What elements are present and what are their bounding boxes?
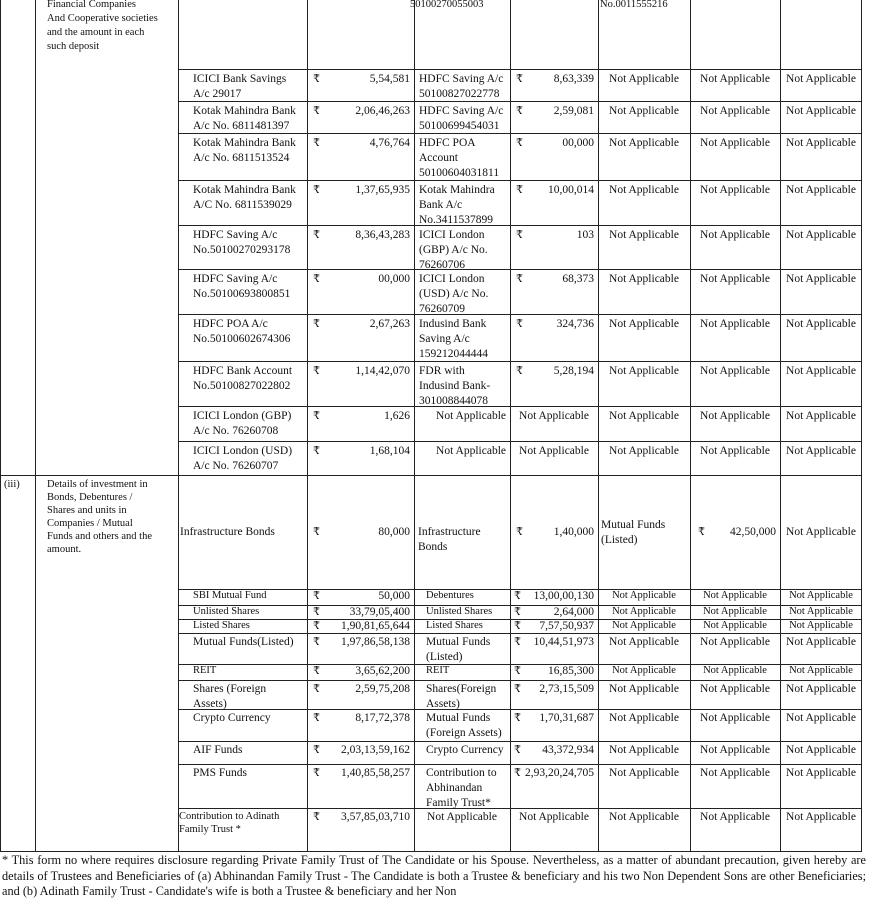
inv-dep1-na: Not Applicable xyxy=(703,606,767,617)
rupee-symbol: ₹ xyxy=(313,665,320,677)
deposit-dep1-na: Not Applicable xyxy=(700,229,770,241)
deposit-self-account: HDFC Saving A/c No.50100693800851 xyxy=(193,273,291,300)
deposit-self-account: Kotak Mahindra Bank A/c No. 6811481397 xyxy=(193,105,296,132)
deposit-spouse-account: HDFC Saving A/c 50100699454031 xyxy=(419,105,504,132)
deposit-spouse-account: FDR with Indusind Bank- 301008844078 xyxy=(419,365,491,407)
table-rule xyxy=(0,475,1,851)
inv-self-amount: 2,59,75,208 xyxy=(355,683,410,695)
rupee-symbol: ₹ xyxy=(313,767,320,779)
deposit-self-amount: 2,67,263 xyxy=(369,318,410,330)
rupee-symbol: ₹ xyxy=(313,184,320,196)
section-number: (iii) xyxy=(4,479,20,490)
inv-self-type: Crypto Currency xyxy=(193,712,271,724)
table-rule xyxy=(35,0,36,851)
table-rule xyxy=(178,180,862,181)
rupee-symbol: ₹ xyxy=(313,410,320,422)
rupee-symbol: ₹ xyxy=(698,526,705,538)
inv-huf-na: Not Applicable xyxy=(612,665,676,676)
inv-spouse-amount: 43,372,934 xyxy=(542,744,594,756)
inv-c4-na: Not Applicable xyxy=(519,811,589,823)
inv-dep1-na: Not Applicable xyxy=(700,636,770,648)
inv-huf-na: Not Applicable xyxy=(609,712,679,724)
deposit-spouse-amount: 10,00,014 xyxy=(548,184,594,196)
inv-huf-na: Not Applicable xyxy=(612,606,676,617)
inv-dep2-na: Not Applicable xyxy=(789,665,853,676)
deposit-huf-na: Not Applicable xyxy=(609,273,679,285)
rupee-symbol: ₹ xyxy=(313,811,320,823)
deposit-self-amount: 8,36,43,283 xyxy=(355,229,410,241)
deposit-dep2-na: Not Applicable xyxy=(786,137,856,149)
inv-self-amount: 3,57,85,03,710 xyxy=(341,811,410,823)
deposit-huf-na: Not Applicable xyxy=(609,445,679,457)
deposit-huf-na: Not Applicable xyxy=(609,410,679,422)
rupee-symbol: ₹ xyxy=(313,273,320,285)
inv-dep1-na: Not Applicable xyxy=(703,590,767,601)
rupee-symbol: ₹ xyxy=(516,365,523,377)
deposit-spouse-account: ICICI London (USD) A/c No. 76260709 xyxy=(419,273,489,315)
rupee-symbol: ₹ xyxy=(514,665,521,677)
deposit-spouse-na: Not Applicable xyxy=(436,410,506,422)
deposit-dep2-na: Not Applicable xyxy=(786,365,856,377)
table-rule xyxy=(414,0,415,851)
rupee-symbol: ₹ xyxy=(514,620,521,632)
inv-self-type: REIT xyxy=(193,665,217,676)
deposit-self-account: ICICI Bank Savings A/c 29017 xyxy=(193,73,287,100)
table-rule xyxy=(178,269,862,270)
deposit-huf-na: Not Applicable xyxy=(609,184,679,196)
deposit-dep1-na: Not Applicable xyxy=(700,184,770,196)
rupee-symbol: ₹ xyxy=(313,318,320,330)
deposit-c4-na: Not Applicable xyxy=(519,445,589,457)
deposit-dep1-na: Not Applicable xyxy=(700,273,770,285)
table-rule xyxy=(0,475,862,476)
deposit-dep1-na: Not Applicable xyxy=(700,410,770,422)
inv-dep1-na: Not Applicable xyxy=(703,620,767,631)
deposit-dep2-na: Not Applicable xyxy=(786,229,856,241)
inv-huf-amount: 42,50,000 xyxy=(730,526,776,538)
deposit-self-amount: 2,06,46,263 xyxy=(355,105,410,117)
inv-huf-na: Not Applicable xyxy=(609,767,679,779)
table-rule xyxy=(307,0,308,851)
table-rule xyxy=(0,851,862,852)
deposit-self-amount: 1,37,65,935 xyxy=(355,184,410,196)
table-rule xyxy=(178,441,862,442)
rupee-symbol: ₹ xyxy=(516,526,523,538)
inv-spouse-amount: 13,00,00,130 xyxy=(533,590,594,602)
rupee-symbol: ₹ xyxy=(313,590,320,602)
inv-dep1-na: Not Applicable xyxy=(700,767,770,779)
inv-self-amount: 33,79,05,400 xyxy=(349,606,410,618)
table-rule xyxy=(178,361,862,362)
deposit-spouse-account: ICICI London (GBP) A/c No. 76260706 xyxy=(419,229,488,271)
rupee-symbol: ₹ xyxy=(313,445,320,457)
deposit-huf-na: Not Applicable xyxy=(609,105,679,117)
deposit-huf-na: Not Applicable xyxy=(609,229,679,241)
table-rule xyxy=(690,0,691,851)
table-rule xyxy=(0,0,1,475)
rupee-symbol: ₹ xyxy=(514,590,521,602)
huf-account-cont: No.0011555216 xyxy=(600,0,668,10)
inv-spouse-amount: 2,93,20,24,705 xyxy=(525,767,594,779)
table-rule xyxy=(178,680,862,681)
inv-dep2-na: Not Applicable xyxy=(786,636,856,648)
inv-dep2-na: Not Applicable xyxy=(786,767,856,779)
inv-self-amount: 1,97,86,58,138 xyxy=(341,636,410,648)
inv-spouse-amount: 16,85,300 xyxy=(548,665,594,677)
inv-self-amount: 80,000 xyxy=(378,526,410,538)
table-rule xyxy=(598,0,599,851)
inv-self-type: Listed Shares xyxy=(193,620,250,631)
table-rule xyxy=(178,69,862,70)
continued-description: Financial Companies And Cooperative societies and the amount in each such deposit xyxy=(47,0,158,52)
inv-huf-na: Not Applicable xyxy=(612,590,676,601)
deposit-spouse-amount: 103 xyxy=(576,229,594,241)
deposit-self-account: ICICI London (GBP) A/c No. 76260708 xyxy=(193,410,292,437)
inv-dep1-na: Not Applicable xyxy=(700,683,770,695)
deposit-dep2-na: Not Applicable xyxy=(786,184,856,196)
inv-huf-na: Not Applicable xyxy=(609,683,679,695)
deposit-spouse-account: Indusind Bank Saving A/c 159212044444 xyxy=(419,318,488,360)
table-rule xyxy=(780,0,781,851)
deposit-spouse-account: Kotak Mahindra Bank A/c No.3411537899 xyxy=(419,184,495,226)
spouse-account-cont: 50100270055003 xyxy=(410,0,484,10)
deposit-self-account: HDFC Bank Account No.50100827022802 xyxy=(193,365,293,392)
rupee-symbol: ₹ xyxy=(313,137,320,149)
trust-footnote: * This form no where requires disclosure regarding Private Family Trust of The Candidate or his Spouse. Nevertheless, as a matter of abundant precaution, given hereby are details of Trustees and Beneficiaries of (a) Abhinandan Family Trust - The Candidate is both a Trustee & beneficiary and his two Non Dependent Sons are other Beneficiaries; and (b) Adinath Family Trust - Candidate's wife is both a Trustee & beneficiary and her Non xyxy=(2,853,866,899)
table-rule xyxy=(178,808,862,809)
inv-dep2-na: Not Applicable xyxy=(786,683,856,695)
rupee-symbol: ₹ xyxy=(313,229,320,241)
inv-spouse-type: Infrastructure Bonds xyxy=(418,526,481,553)
table-rule xyxy=(861,0,862,851)
deposit-spouse-amount: 68,373 xyxy=(562,273,594,285)
deposit-huf-na: Not Applicable xyxy=(609,318,679,330)
inv-self-type: Shares (Foreign Assets) xyxy=(193,683,267,710)
inv-dep2-na: Not Applicable xyxy=(789,590,853,601)
deposit-self-amount: 5,54,581 xyxy=(369,73,410,85)
deposit-self-amount: 1,626 xyxy=(384,410,410,422)
rupee-symbol: ₹ xyxy=(516,273,523,285)
table-rule xyxy=(178,0,179,851)
rupee-symbol: ₹ xyxy=(313,712,320,724)
rupee-symbol: ₹ xyxy=(516,229,523,241)
deposit-dep1-na: Not Applicable xyxy=(700,318,770,330)
deposit-spouse-na: Not Applicable xyxy=(436,445,506,457)
deposit-dep1-na: Not Applicable xyxy=(700,365,770,377)
table-rule xyxy=(178,406,862,407)
rupee-symbol: ₹ xyxy=(516,105,523,117)
inv-self-type: Infrastructure Bonds xyxy=(180,526,275,538)
table-rule xyxy=(178,225,862,226)
deposit-dep2-na: Not Applicable xyxy=(786,410,856,422)
inv-spouse-amount: 10,44,51,973 xyxy=(533,636,594,648)
inv-dep1-na: Not Applicable xyxy=(700,712,770,724)
inv-self-amount: 1,90,81,65,644 xyxy=(341,620,410,632)
rupee-symbol: ₹ xyxy=(514,767,521,779)
inv-huf-na: Not Applicable xyxy=(609,744,679,756)
inv-dep2-na: Not Applicable xyxy=(786,712,856,724)
deposit-dep2-na: Not Applicable xyxy=(786,273,856,285)
deposit-self-account: ICICI London (USD) A/c No. 76260707 xyxy=(193,445,293,472)
deposit-dep1-na: Not Applicable xyxy=(700,137,770,149)
section-description: Details of investment in Bonds, Debentures / Shares and units in Companies / Mutual Funds and others and the amount. xyxy=(47,479,152,555)
inv-spouse-na: Not Applicable xyxy=(427,811,497,823)
inv-dep2-na: Not Applicable xyxy=(789,620,853,631)
deposit-self-account: HDFC Saving A/c No.50100270293178 xyxy=(193,229,291,256)
deposit-self-amount: 4,76,764 xyxy=(369,137,410,149)
inv-huf-na: Not Applicable xyxy=(612,620,676,631)
inv-spouse-type: Shares(Foreign Assets) xyxy=(426,683,497,710)
table-rule xyxy=(178,741,862,742)
inv-spouse-type: Listed Shares xyxy=(426,620,483,631)
inv-spouse-amount: 1,40,000 xyxy=(553,526,594,538)
deposit-spouse-amount: 8,63,339 xyxy=(553,73,594,85)
deposit-spouse-account: HDFC POA Account 50100604031811 xyxy=(419,137,500,179)
inv-dep2-na: Not Applicable xyxy=(786,811,856,823)
rupee-symbol: ₹ xyxy=(514,636,521,648)
inv-dep2-na: Not Applicable xyxy=(786,744,856,756)
deposit-huf-na: Not Applicable xyxy=(609,137,679,149)
deposit-huf-na: Not Applicable xyxy=(609,365,679,377)
rupee-symbol: ₹ xyxy=(514,606,521,618)
table-rule xyxy=(178,314,862,315)
deposit-spouse-account: HDFC Saving A/c 50100827022778 xyxy=(419,73,504,100)
deposit-spouse-amount: 00,000 xyxy=(562,137,594,149)
rupee-symbol: ₹ xyxy=(313,105,320,117)
inv-spouse-amount: 2,64,000 xyxy=(553,606,594,618)
inv-self-type: Mutual Funds(Listed) xyxy=(193,636,294,648)
rupee-symbol: ₹ xyxy=(313,606,320,618)
inv-dep1-na: Not Applicable xyxy=(700,811,770,823)
inv-self-amount: 8,17,72,378 xyxy=(355,712,410,724)
deposit-self-account: Kotak Mahindra Bank A/C No. 6811539029 xyxy=(193,184,296,211)
inv-spouse-type: Mutual Funds (Listed) xyxy=(426,636,491,663)
inv-self-type: SBI Mutual Fund xyxy=(193,590,267,601)
inv-spouse-type: Contribution to Abhinandan Family Trust* xyxy=(426,767,497,809)
inv-huf-na: Not Applicable xyxy=(609,811,679,823)
inv-self-amount: 50,000 xyxy=(378,590,410,602)
rupee-symbol: ₹ xyxy=(514,683,521,695)
rupee-symbol: ₹ xyxy=(313,636,320,648)
inv-spouse-type: Unlisted Shares xyxy=(426,606,493,617)
rupee-symbol: ₹ xyxy=(516,318,523,330)
inv-spouse-type: Crypto Currency xyxy=(426,744,504,756)
inv-self-amount: 2,03,13,59,162 xyxy=(341,744,410,756)
deposit-spouse-amount: 324,736 xyxy=(556,318,594,330)
inv-dep2-na: Not Applicable xyxy=(786,526,856,538)
deposit-dep2-na: Not Applicable xyxy=(786,73,856,85)
inv-dep1-na: Not Applicable xyxy=(703,665,767,676)
rupee-symbol: ₹ xyxy=(313,365,320,377)
inv-self-type: PMS Funds xyxy=(193,767,248,779)
inv-self-amount: 1,40,85,58,257 xyxy=(341,767,410,779)
deposit-self-account: Kotak Mahindra Bank A/c No. 6811513524 xyxy=(193,137,296,164)
deposit-self-amount: 00,000 xyxy=(378,273,410,285)
inv-spouse-amount: 1,70,31,687 xyxy=(539,712,594,724)
inv-dep1-na: Not Applicable xyxy=(700,744,770,756)
deposit-dep1-na: Not Applicable xyxy=(700,105,770,117)
deposit-huf-na: Not Applicable xyxy=(609,73,679,85)
table-rule xyxy=(178,764,862,765)
deposit-dep2-na: Not Applicable xyxy=(786,318,856,330)
rupee-symbol: ₹ xyxy=(313,744,320,756)
table-rule xyxy=(510,0,511,851)
rupee-symbol: ₹ xyxy=(313,73,320,85)
inv-self-type: AIF Funds xyxy=(193,744,243,756)
deposit-dep1-na: Not Applicable xyxy=(700,445,770,457)
deposit-dep2-na: Not Applicable xyxy=(786,445,856,457)
inv-spouse-type: Debentures xyxy=(426,590,474,601)
rupee-symbol: ₹ xyxy=(516,184,523,196)
rupee-symbol: ₹ xyxy=(516,73,523,85)
inv-huf-type: Mutual Funds (Listed) xyxy=(601,519,666,546)
inv-spouse-amount: 7,57,50,937 xyxy=(539,620,594,632)
inv-dep2-na: Not Applicable xyxy=(789,606,853,617)
inv-huf-na: Not Applicable xyxy=(609,636,679,648)
rupee-symbol: ₹ xyxy=(514,712,521,724)
rupee-symbol: ₹ xyxy=(514,744,521,756)
rupee-symbol: ₹ xyxy=(313,620,320,632)
deposit-self-amount: 1,68,104 xyxy=(369,445,410,457)
deposit-dep2-na: Not Applicable xyxy=(786,105,856,117)
deposit-dep1-na: Not Applicable xyxy=(700,73,770,85)
inv-self-type: Unlisted Shares xyxy=(193,606,260,617)
inv-self-type: Contribution to Adinath Family Trust * xyxy=(179,811,280,835)
deposit-self-amount: 1,14,42,070 xyxy=(355,365,410,377)
rupee-symbol: ₹ xyxy=(313,526,320,538)
deposit-self-account: HDFC POA A/c No.50100602674306 xyxy=(193,318,291,345)
inv-self-amount: 3,65,62,200 xyxy=(355,665,410,677)
deposit-spouse-amount: 5,28,194 xyxy=(553,365,594,377)
rupee-symbol: ₹ xyxy=(313,683,320,695)
rupee-symbol: ₹ xyxy=(516,137,523,149)
inv-spouse-amount: 2,73,15,509 xyxy=(539,683,594,695)
deposit-c4-na: Not Applicable xyxy=(519,410,589,422)
inv-spouse-type: REIT xyxy=(426,665,450,676)
deposit-spouse-amount: 2,59,081 xyxy=(553,105,594,117)
inv-spouse-type: Mutual Funds (Foreign Assets) xyxy=(426,712,502,739)
